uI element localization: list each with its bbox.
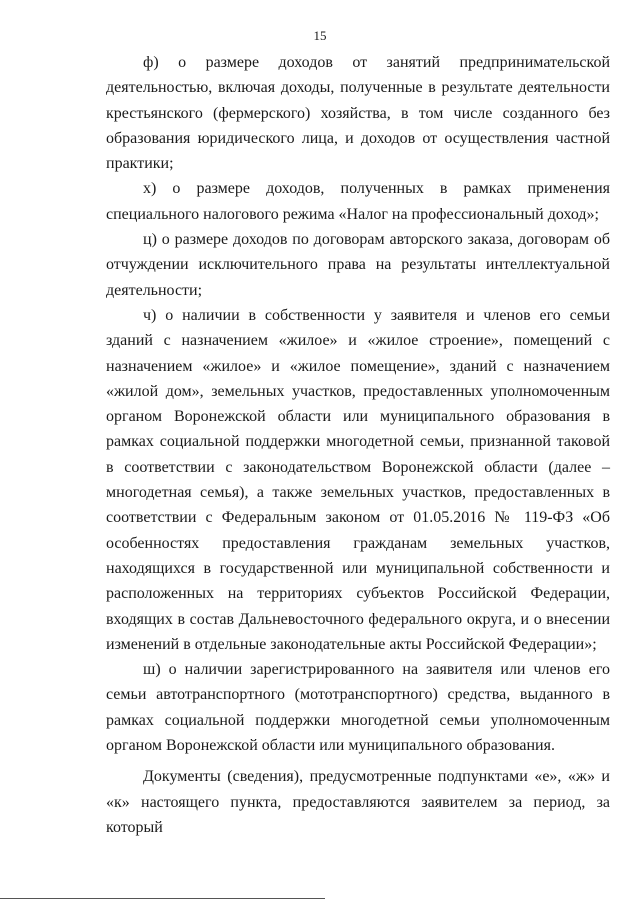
page-number: 15 (313, 28, 327, 43)
document-body (106, 50, 610, 840)
paragraph-ch: ч) о наличии в собственности у заявителя и членов его семьи зданий с назначением «жилое» и «жилое строение», помещений с назначением «жилое» и «жилое помещение», зданий с назначением «жилой дом», земельных участков, предоставленных уполномоченным органом Воронежской области или муниципального образования в рамках социальной поддержки многодетной семьи, признанной таковой в соответствии с законодательством Воронежской области (далее – многодетная семья), а также земельных участков, предоставленных в соответствии с Федеральным законом от 01.05.2016 № 119-ФЗ «Об особенностях предоставления гражданам земельных участков, находящихся в государственной или муниципальной собственности и расположенных на территориях субъектов Российской Федерации, входящих в состав Дальневосточного федерального округа, и о внесении изменений в отдельные законодательные акты Российской Федерации»; (106, 306, 610, 653)
paragraph-documents: Документы (сведения), предусмотренные подпунктами «е», «ж» и «к» настоящего пункта, предоставляются заявителем за период, за который (106, 768, 610, 836)
paragraph-f: ф) о размере доходов от занятий предпринимательской деятельностью, включая доходы, полученные в результате деятельности крестьянского (фермерского) хозяйства, в том числе созданного без образования юридического лица, и доходов от осуществления частной практики; (106, 54, 610, 173)
paragraph-sh: ш) о наличии зарегистрированного на заявителя или членов его семьи автотранспортного (мототранспортного) средства, выданного в рамках социальной поддержки многодетной семьи уполномоченным органом Воронежской области или муниципального образования. (106, 661, 610, 755)
footer-divider (0, 898, 325, 899)
paragraph-ts: ц) о размере доходов по договорам авторского заказа, договорам об отчуждении исключительного права на результаты интеллектуальной деятельности; (106, 231, 610, 299)
paragraph-kh: х) о размере доходов, полученных в рамках применения специального налогового режима «Налог на профессиональный доход»; (106, 180, 610, 223)
